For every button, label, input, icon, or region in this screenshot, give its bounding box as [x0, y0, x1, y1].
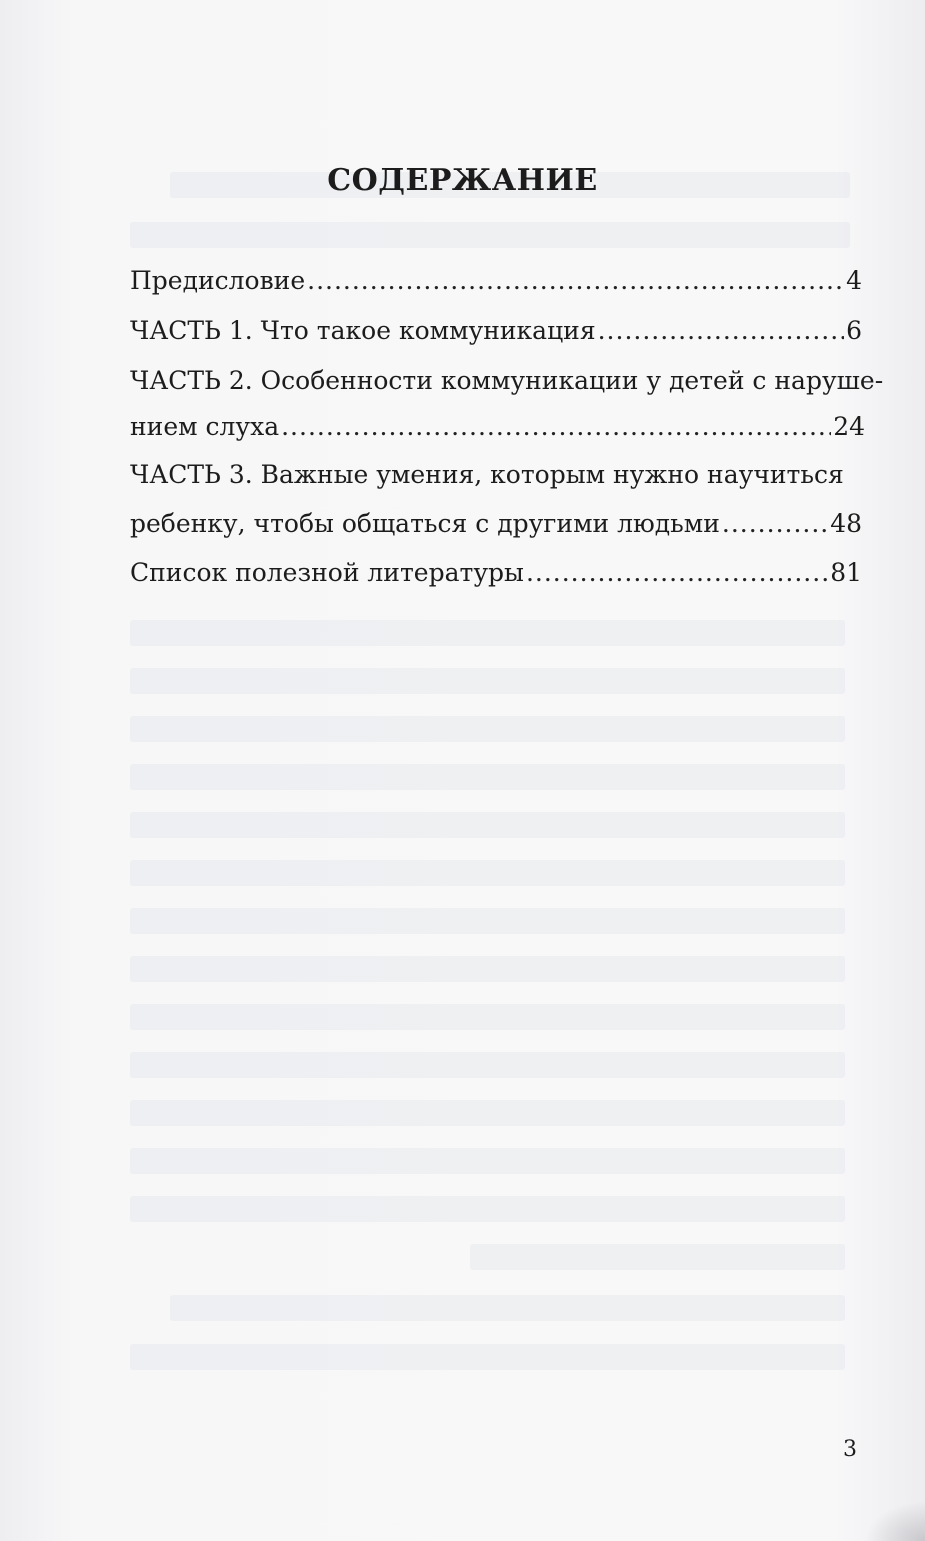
- page-title: СОДЕРЖАНИЕ: [327, 163, 598, 198]
- toc-entry-part-3-line1[interactable]: ЧАСТЬ 3. Важные умения, которым нужно научиться: [130, 460, 844, 489]
- toc-leader-dots: [526, 558, 828, 588]
- bleed-through-line: [130, 1196, 845, 1222]
- bleed-through-line: [130, 1344, 845, 1370]
- bleed-through-line: [130, 1004, 845, 1030]
- toc-leader-dots: [281, 412, 831, 442]
- toc-entry-page: 81: [830, 558, 862, 587]
- bleed-through-line: [130, 1148, 845, 1174]
- bleed-through-line: [130, 716, 845, 742]
- bleed-through-line: [170, 1295, 845, 1321]
- toc-entry-preface[interactable]: [130, 266, 862, 296]
- toc-entry-page: 4: [846, 266, 862, 295]
- page-corner-shadow: [865, 1501, 925, 1541]
- bleed-through-line: [130, 1052, 845, 1078]
- bleed-through-line: [130, 620, 845, 646]
- bleed-through-line: [130, 668, 845, 694]
- toc-leader-dots: [722, 509, 828, 539]
- toc-leader-dots: [598, 316, 844, 346]
- toc-entry-page: 48: [830, 509, 862, 538]
- toc-entry-part-1[interactable]: [130, 316, 862, 346]
- bleed-through-line: [130, 908, 845, 934]
- toc-entry-bibliography[interactable]: [130, 558, 862, 588]
- bleed-through-line: [130, 222, 850, 248]
- bleed-through-line: [130, 764, 845, 790]
- bleed-through-line: [130, 956, 845, 982]
- toc-entry-part-3[interactable]: [130, 509, 862, 539]
- toc-entry-page: 24: [833, 412, 865, 441]
- bleed-through-line: [470, 1244, 845, 1270]
- bleed-through-line: [130, 860, 845, 886]
- toc-entry-part-2-line1[interactable]: ЧАСТЬ 2. Особенности коммуникации у детей с наруше-: [130, 366, 884, 395]
- toc-entry-label: ЧАСТЬ 1. Что такое коммуникация: [130, 316, 596, 345]
- toc-leader-dots: [307, 266, 844, 296]
- toc-entry-page: 6: [846, 316, 862, 345]
- toc-entry-label: Предисловие: [130, 266, 306, 295]
- toc-entry-part-2[interactable]: [130, 412, 865, 442]
- toc-entry-label: Список полезной литературы: [130, 558, 524, 587]
- page-number: 3: [843, 1437, 857, 1462]
- bleed-through-line: [130, 1100, 845, 1126]
- toc-entry-label: ребенку, чтобы общаться с другими людьми: [130, 509, 720, 538]
- toc-entry-label: нием слуха: [130, 412, 280, 441]
- bleed-through-line: [130, 812, 845, 838]
